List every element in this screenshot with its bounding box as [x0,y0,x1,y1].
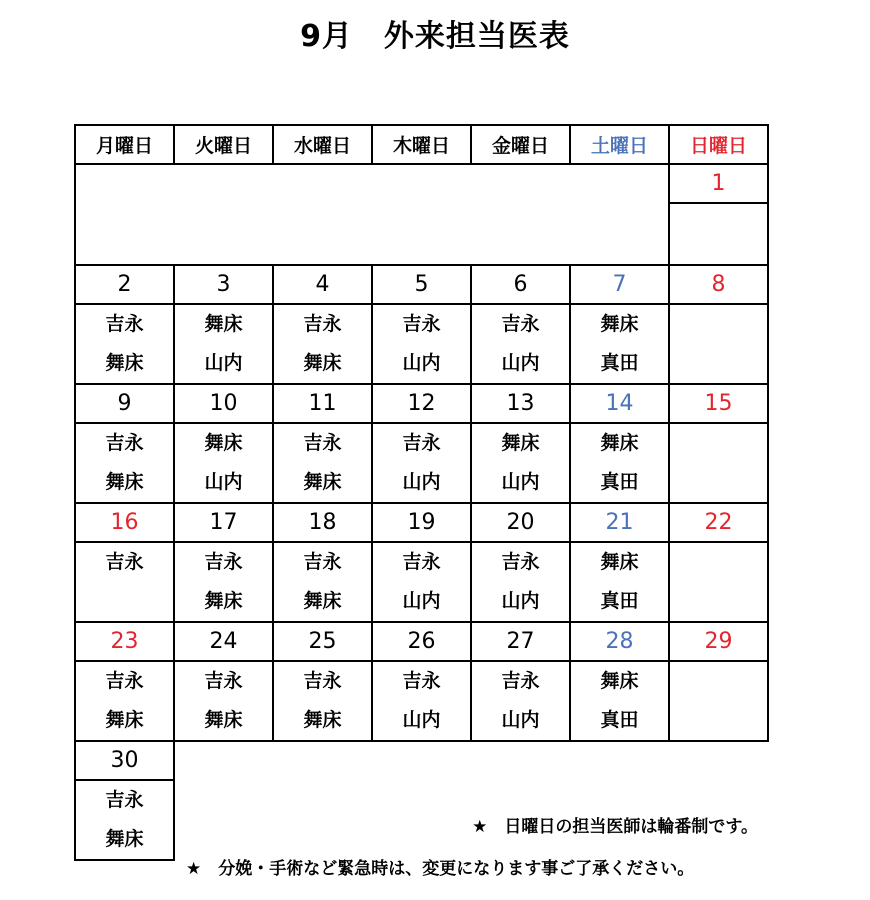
doctor-name: 吉永 [204,551,243,573]
doctor-name: 舞床 [105,709,144,731]
doctor-row [75,423,768,503]
date-cell: 7 [570,265,669,304]
doctor-name: 舞床 [303,590,342,612]
doctor-name: 吉永 [402,432,441,454]
doctor-name: 舞床 [105,471,144,493]
doctor-cell [570,423,669,503]
weekday-header-row [75,125,768,164]
doctor-name: 吉永 [105,313,144,335]
doctor-cell [471,542,570,622]
date-cell: 13 [471,384,570,423]
doctor-name: 吉永 [303,432,342,454]
doctor-cell [669,661,768,741]
weekday-thu: 木曜日 [372,125,471,164]
date-cell: 4 [273,265,372,304]
doctor-name: 山内 [501,352,540,374]
doctor-cell [273,423,372,503]
doctor-name: 吉永 [501,313,540,335]
date-cell: 25 [273,622,372,661]
note-emergency-changes: ★ 分娩・手術など緊急時は、変更になります事ご了承ください。 [186,859,695,879]
date-row [75,265,768,304]
date-cell: 9 [75,384,174,423]
weekday-tue: 火曜日 [174,125,273,164]
doctor-name [670,424,767,463]
date-cell: 11 [273,384,372,423]
doctor-name: 真田 [600,590,639,612]
weekday-mon: 月曜日 [75,125,174,164]
doctor-cell [75,542,174,622]
doctor-name: 吉永 [105,789,144,811]
trailing-blank [174,741,768,860]
doctor-name: 吉永 [204,670,243,692]
doctor-cell [570,542,669,622]
doctor-cell [75,304,174,384]
doctor-cell [174,542,273,622]
doctor-name: 舞床 [204,313,243,335]
doctor-name: 舞床 [600,551,639,573]
doctor-name [670,662,767,701]
doctor-cell [75,780,174,860]
date-cell: 10 [174,384,273,423]
weekday-sat: 土曜日 [570,125,669,164]
doctor-cell [471,661,570,741]
doctor-name: 舞床 [303,352,342,374]
date-row [75,384,768,423]
doctor-name: 舞床 [204,432,243,454]
date-cell: 30 [75,741,174,780]
doctor-name: 吉永 [402,313,441,335]
date-cell: 1 [669,164,768,203]
doctor-name: 山内 [501,590,540,612]
doctor-cell [669,542,768,622]
doctor-name: 吉永 [105,432,144,454]
doctor-cell [372,423,471,503]
doctor-name: 舞床 [204,709,243,731]
date-cell: 21 [570,503,669,542]
doctor-cell [372,304,471,384]
date-cell: 17 [174,503,273,542]
doctor-cell [471,304,570,384]
doctor-cell [75,423,174,503]
doctor-name: 山内 [402,471,441,493]
doctor-name: 舞床 [105,828,144,850]
date-cell: 26 [372,622,471,661]
date-cell: 23 [75,622,174,661]
doctor-name: 山内 [501,709,540,731]
doctor-cell [174,423,273,503]
doctor-name: 舞床 [501,432,540,454]
doctor-name: 山内 [402,352,441,374]
doctor-name: 舞床 [204,590,243,612]
doctor-name: 山内 [204,352,243,374]
doctor-name [670,701,767,740]
date-cell: 6 [471,265,570,304]
date-cell: 5 [372,265,471,304]
doctor-name: 舞床 [600,432,639,454]
date-cell: 14 [570,384,669,423]
date-row [75,622,768,661]
date-row [75,741,768,780]
doctor-cell [471,423,570,503]
doctor-name: 吉永 [402,551,441,573]
weekday-wed: 水曜日 [273,125,372,164]
doctor-cell [669,423,768,503]
date-cell: 20 [471,503,570,542]
date-cell: 29 [669,622,768,661]
weekday-sun: 日曜日 [669,125,768,164]
doctor-name [76,582,173,621]
date-cell: 16 [75,503,174,542]
doctor-cell [372,542,471,622]
date-row [75,503,768,542]
doctor-row [75,304,768,384]
doctor-name: 吉永 [501,551,540,573]
weekday-fri: 金曜日 [471,125,570,164]
date-cell: 12 [372,384,471,423]
doctor-name: 真田 [600,709,639,731]
doctor-cell [174,304,273,384]
doctor-cell [669,203,768,265]
schedule-calendar [74,124,769,861]
doctor-name: 山内 [501,471,540,493]
doctor-cell [75,661,174,741]
doctor-cell [570,661,669,741]
doctor-name: 舞床 [600,670,639,692]
page-title: 9月 外来担当医表 [300,19,570,54]
doctor-name [670,582,767,621]
doctor-name: 舞床 [303,471,342,493]
note-sunday-rotation: ★ 日曜日の担当医師は輪番制です。 [472,817,758,837]
date-cell: 18 [273,503,372,542]
doctor-name: 山内 [204,471,243,493]
doctor-cell [174,661,273,741]
date-cell: 2 [75,265,174,304]
date-cell: 8 [669,265,768,304]
doctor-row [75,542,768,622]
date-cell: 24 [174,622,273,661]
doctor-name: 舞床 [105,352,144,374]
date-cell: 19 [372,503,471,542]
doctor-name: 吉永 [303,313,342,335]
doctor-name: 真田 [600,471,639,493]
doctor-cell [273,304,372,384]
date-cell: 3 [174,265,273,304]
doctor-name: 真田 [600,352,639,374]
doctor-name: 舞床 [600,313,639,335]
doctor-name: 山内 [402,590,441,612]
date-cell: 28 [570,622,669,661]
doctor-name: 舞床 [303,709,342,731]
doctor-name [670,344,767,383]
doctor-name: 吉永 [501,670,540,692]
date-cell: 15 [669,384,768,423]
doctor-cell [570,304,669,384]
doctor-name [670,463,767,502]
doctor-name: 吉永 [303,551,342,573]
doctor-name: 吉永 [402,670,441,692]
doctor-row [75,661,768,741]
doctor-cell [273,661,372,741]
doctor-cell [273,542,372,622]
doctor-name: 吉永 [105,670,144,692]
doctor-name [670,305,767,344]
doctor-cell [669,304,768,384]
doctor-cell [372,661,471,741]
doctor-name: 吉永 [105,551,144,573]
date-cell: 22 [669,503,768,542]
date-cell: 27 [471,622,570,661]
doctor-name: 山内 [402,709,441,731]
doctor-name [670,543,767,582]
doctor-name: 吉永 [303,670,342,692]
empty-leading-cells [75,164,669,265]
